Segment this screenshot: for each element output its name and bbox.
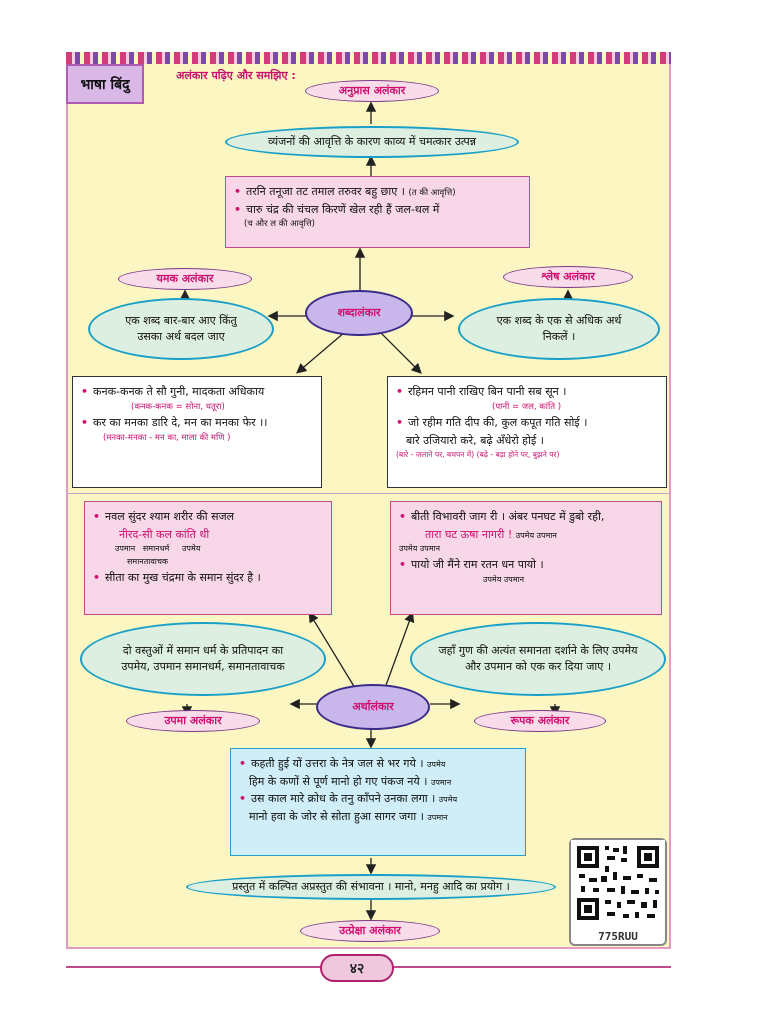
list-item: • कहती हुई यों उत्तरा के नेत्र जल से भर गये । उपमेय	[239, 757, 446, 770]
section-heading: अलंकार पढ़िए और समझिए :	[176, 69, 296, 82]
list-item: • कनक-कनक ते सौ गुनी, मादकता अधिकाय	[81, 385, 265, 398]
qr-code-icon	[571, 840, 665, 926]
shlesh-title: श्लेष अलंकार	[503, 266, 633, 288]
list-item: • रहिमन पानी राखिए बिन पानी सब सून ।	[396, 385, 567, 398]
upama-labels: उपमान समानधर्म उपमेय	[115, 544, 201, 554]
list-item-note: (मनका-मनका - मन का, माला की मणि )	[103, 432, 231, 443]
list-item-note: (कनक-कनक = सोना, धतूरा)	[131, 401, 225, 412]
yamak-title: यमक अलंकार	[118, 268, 252, 290]
list-item: • जो रहीम गति दीप की, कुल कपूत गति सोई ।	[396, 416, 588, 430]
anuprasa-title: अनुप्रास अलंकार	[305, 80, 439, 102]
upama-examples	[84, 501, 332, 615]
yamak-examples	[72, 376, 322, 488]
utpreksha-definition: प्रस्तुत में कल्पित अप्रस्तुत की संभावना । मानो, मनहु आदि का प्रयोग ।	[186, 874, 556, 900]
page-number: ४२	[320, 954, 394, 982]
rupak-examples	[390, 501, 662, 615]
rupak-labels: उपमेय उपमान	[483, 574, 525, 584]
shlesh-examples	[387, 376, 667, 488]
section-divider	[68, 493, 669, 494]
list-item: मानो हवा के जोर से सोता हुआ सागर जगा । उपमान	[249, 809, 448, 823]
list-item: • सीता का मुख चंद्रमा के समान सुंदर है ।	[93, 570, 261, 584]
list-item: बारे उजियारो करे, बढ़े अँधेरो होई ।	[406, 433, 544, 447]
qr-code-label: 775RUU	[598, 930, 638, 943]
list-item: • बीती विभावरी जाग री । अंबर पनघट में डुबो रही,	[399, 510, 605, 523]
list-item: • उस काल मारे क्रोध के तनु काँपने उनका लगा । उपमेय	[239, 792, 458, 806]
list-item-note: (च और ल की आवृत्ति)	[244, 219, 315, 230]
upama-title: उपमा अलंकार	[126, 710, 260, 732]
shabdalankar-node: शब्दालंकार	[305, 290, 413, 336]
qr-code[interactable]	[569, 838, 667, 946]
list-item-note: (पानी = जल, कांति )	[492, 401, 562, 412]
utpreksha-examples	[230, 748, 526, 856]
yamak-definition: एक शब्द बार-बार आए किंतु उसका अर्थ बदल जाए	[88, 298, 274, 360]
list-item: तारा घट ऊषा नागरी ! उपमेय उपमान	[425, 527, 557, 541]
decorative-border-strip	[66, 52, 671, 64]
list-item: • पायो जी मैंने राम रतन धन पायो ।	[399, 557, 544, 571]
utpreksha-title: उत्प्रेक्षा अलंकार	[300, 920, 440, 942]
list-item: नीरद-सी कल कांति थी	[119, 527, 210, 541]
rupak-title: रूपक अलंकार	[474, 710, 606, 732]
list-item: • चारु चंद्र की चंचल किरणें खेल रही हैं जल-थल में	[234, 202, 440, 216]
list-item: • कर का मनका डारि दे, मन का मनका फेर ।।	[81, 416, 268, 430]
arthalankar-node: अर्थालंकार	[316, 684, 430, 730]
anuprasa-examples	[225, 176, 530, 248]
list-item: • तरनि तनूजा तट तमाल तरुवर बहु छाए । (त की आवृत्ति)	[234, 185, 456, 198]
shlesh-definition: एक शब्द के एक से अधिक अर्थ निकलें ।	[458, 298, 660, 360]
section-badge: भाषा बिंदु	[66, 64, 144, 104]
anuprasa-definition: व्यंजनों की आवृत्ति के कारण काव्य में चमत्कार उत्पन्न	[225, 126, 519, 158]
rupak-definition: जहाँ गुण की अत्यंत समानता दर्शाने के लिए उपमेय और उपमान को एक कर दिया जाए ।	[410, 622, 666, 696]
list-item: • नवल सुंदर श्याम शरीर की सजल	[93, 510, 235, 523]
list-item: हिम के कणों से पूर्ण मानो हो गए पंकज नये । उपमान	[249, 774, 452, 788]
upama-definition: दो वस्तुओं में समान धर्म के प्रतिपादन का उपमेय, उपमान समानधर्म, समानतावाचक	[80, 622, 326, 696]
upama-label-vachak: समानतावाचक	[127, 556, 169, 566]
list-item-note: (बारे - जलाने पर, बचपन में) (बढ़े - बड़ा होने पर, बुझने पर)	[396, 450, 560, 460]
rupak-labels: उपमेय उपमान	[399, 544, 441, 554]
